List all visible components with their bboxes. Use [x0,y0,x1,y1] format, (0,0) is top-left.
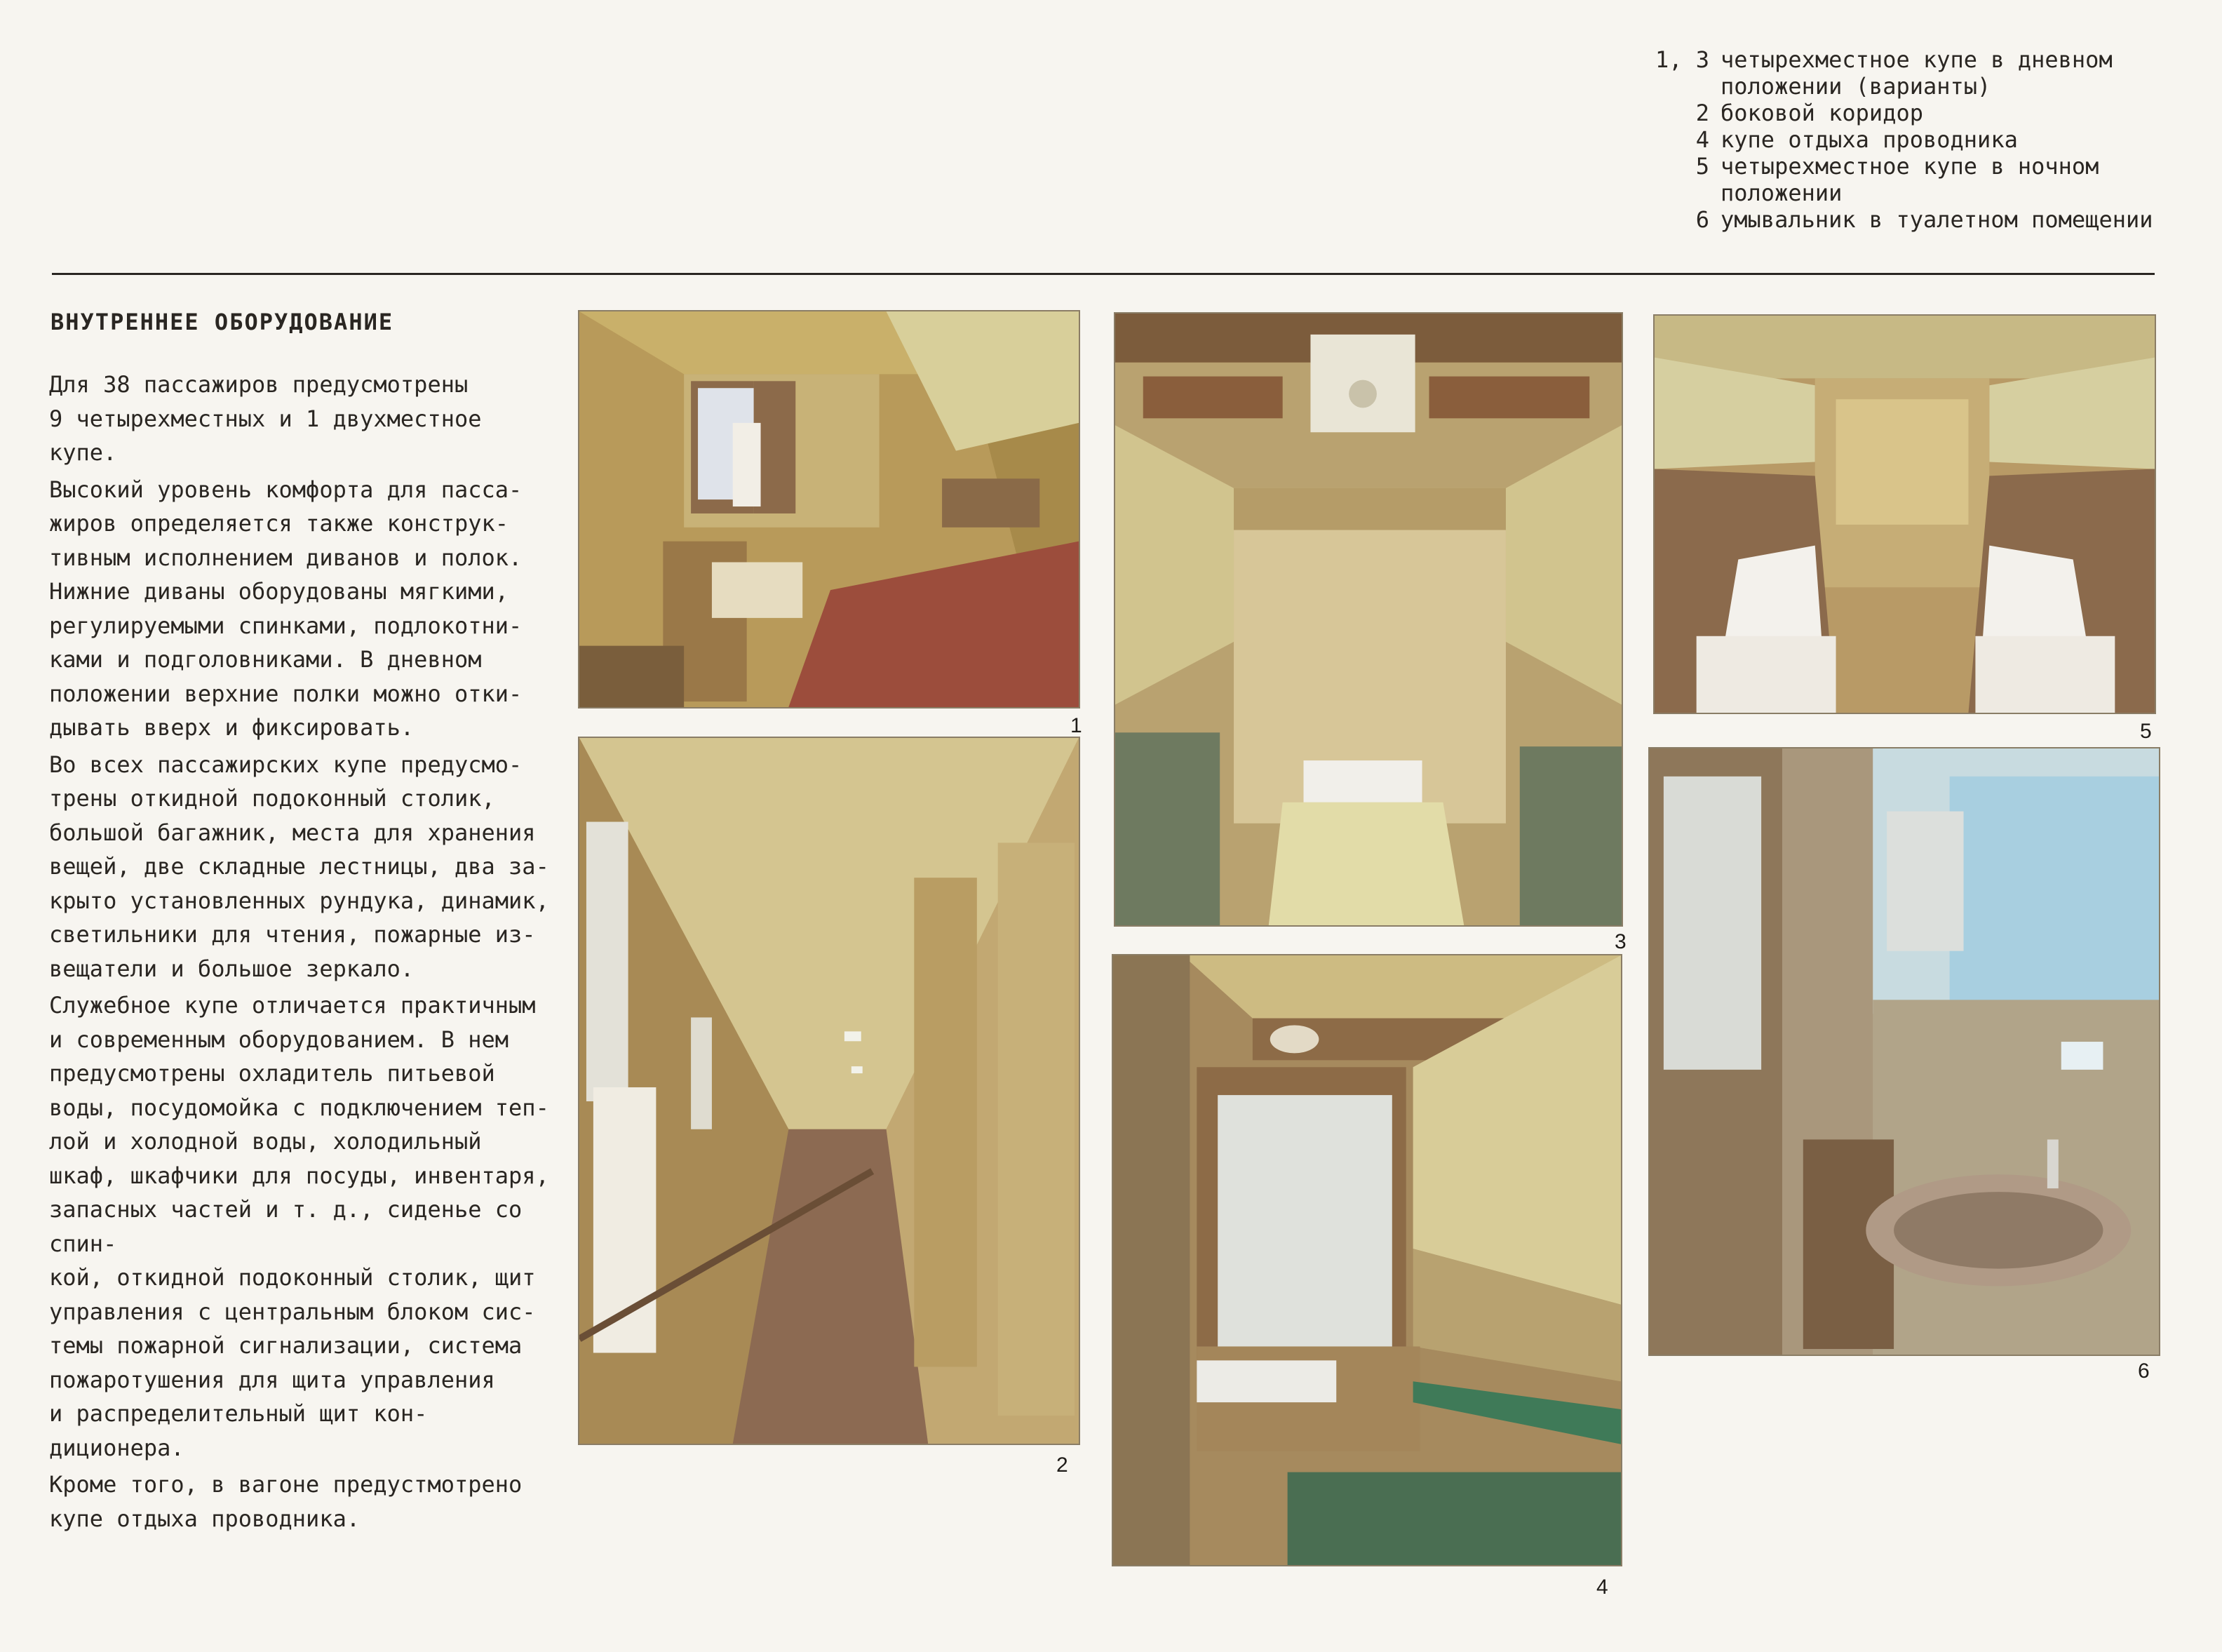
photo-washbasin-6 [1648,747,2160,1356]
photo-number: 2 [1056,1453,1068,1477]
paragraph: Служебное купе отличается практичным и современным оборудованием. В нем предусмотрены охладитель питьевой воды, посудомойка с подключением теп- лой и холодной воды, холодильный шкаф, шкафчики для посуды, инвентаря, запасных частей и т. д., сиденье со спин- кой, откидной подоконный столик, щит управления с центральным блоком сис- темы пожарной сигнализации, система пожаротушения для щита управления и распределительный щит кон- диционера. [49,992,549,1461]
body-text [49,368,554,1538]
section-heading: ВНУТРЕННЕЕ ОБОРУДОВАНИЕ [50,309,394,335]
photo-compartment-day-1 [578,310,1080,709]
caption-item [1652,46,2157,100]
paragraph: Во всех пассажирских купе предусмо- трены откидной подоконный столик, большой багажник, места для хранения вещей, две складные лестницы, два за- крыто установленных рундука, динамик, светильники для чтения, пожарные из- вещатели и большое зеркало. [49,751,549,982]
photo-number: 6 [2138,1359,2150,1383]
caption-item [1652,153,2157,206]
caption-item [1652,126,2157,153]
caption-number: 2 [1695,100,1709,126]
caption-text: купе отдыха проводника [1721,126,2018,153]
photo-compartment-night-5 [1653,314,2156,714]
caption-text: четырехместное купе в ночном положении [1721,153,2099,206]
paragraph: Для 38 пассажиров предусмотрены 9 четырехместных и 1 двухместное купе. [49,371,482,466]
caption-item [1652,100,2157,126]
caption-number: 6 [1695,206,1709,233]
photo-number: 5 [2140,720,2152,743]
photo-number: 4 [1596,1576,1608,1599]
paragraph: Кроме того, в вагоне предустмотрено купе отдыха проводника. [49,1471,523,1532]
caption-text: боковой коридор [1721,100,1923,126]
caption-item [1652,206,2157,233]
photo-compartment-day-3 [1114,312,1623,927]
caption-number: 4 [1695,126,1709,153]
photo-conductor-compartment-4 [1112,954,1622,1566]
caption-number: 5 [1695,153,1709,180]
photo-caption-legend [1652,46,2157,233]
photo-side-corridor-2 [578,737,1080,1445]
caption-text: четырехместное купе в дневном положении (варианты) [1721,46,2113,100]
caption-text: умывальник в туалетном помещении [1721,206,2153,233]
photo-number: 3 [1615,930,1627,953]
paragraph: Высокий уровень комфорта для пасса- жиров определяется также конструк- тивным исполнением диванов и полок. Нижние диваны оборудованы мягкими, регулируемыми спинками, подлокотни- ками и подголовниками. В дневном положении верхние полки можно отки- дывать вверх и фиксировать. [49,476,523,741]
photo-number: 1 [1070,714,1082,737]
horizontal-rule [52,273,2155,275]
caption-number: 1, 3 [1655,46,1709,73]
